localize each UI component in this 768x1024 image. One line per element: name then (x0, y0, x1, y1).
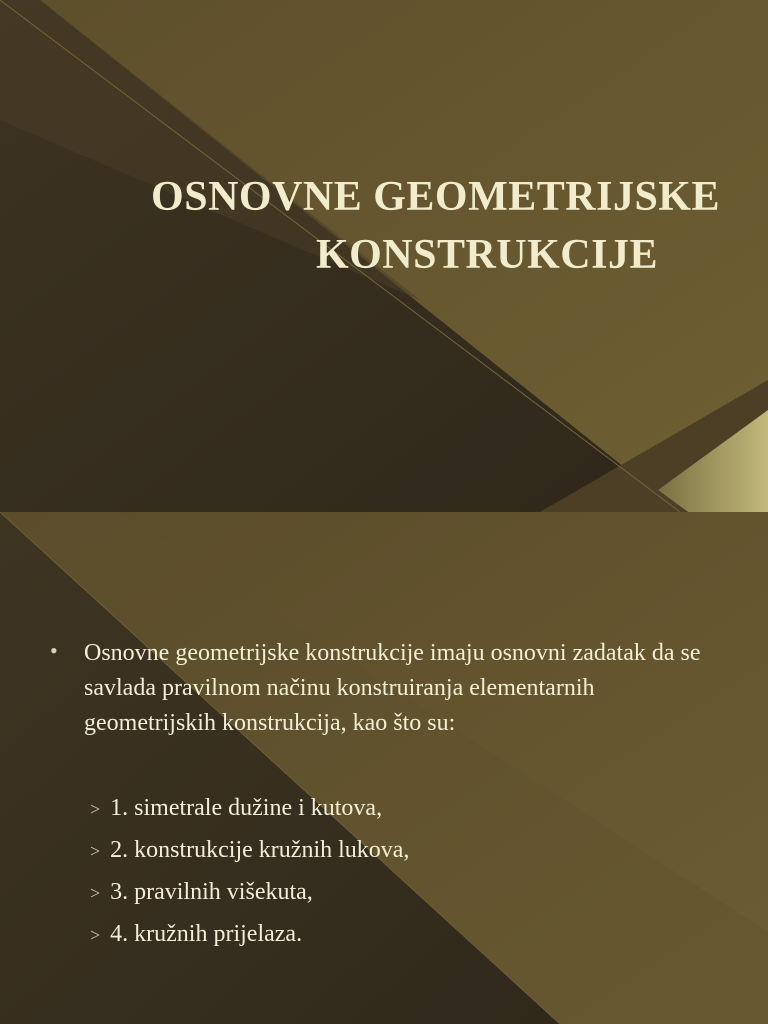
chevron-right-icon: > (90, 925, 101, 945)
list-item: > 3. pravilnih višekuta, (90, 872, 409, 914)
slide-title (60, 168, 720, 284)
list-item: > 1. simetrale dužine i kutova, (90, 788, 409, 830)
content-slide (0, 512, 768, 1024)
bullet-icon: • (50, 638, 58, 663)
chevron-right-icon: > (90, 799, 101, 819)
list-item: > 4. kružnih prijelaza. (90, 914, 409, 956)
title-line-2: KONSTRUKCIJE (315, 232, 658, 278)
chevron-right-icon: > (90, 841, 101, 861)
construction-list (90, 788, 409, 956)
chevron-right-icon: > (90, 883, 101, 903)
title-line-1: OSNOVNE GEOMETRIJSKE (151, 174, 720, 220)
list-item: > 2. konstrukcije kružnih lukova, (90, 830, 409, 872)
intro-paragraph: Osnovne geometrijske konstrukcije imaju osnovni zadatak da se savlada pravilnom načinu konstruiranja elementarnih geometrijskih konstrukcija, kao što su: (84, 640, 701, 736)
